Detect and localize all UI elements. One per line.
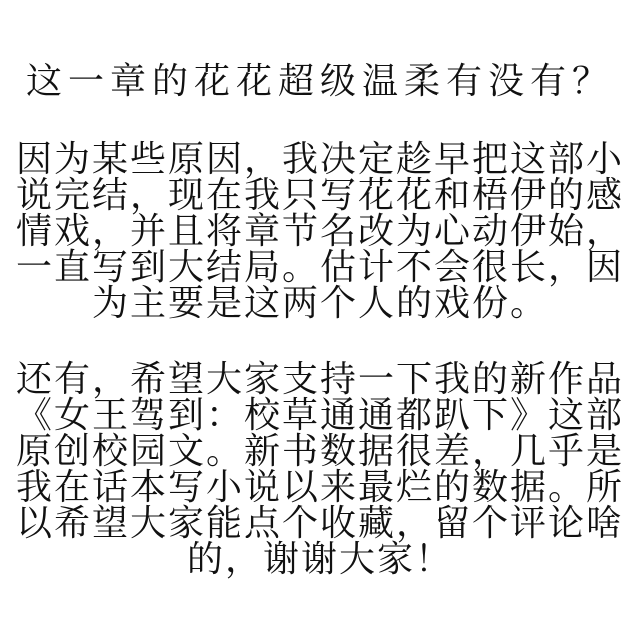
paragraph-2-line: 原创校园文。新书数据很差，几乎是 (15, 431, 624, 472)
paragraph-1-line: 一直写到大结局。估计不会很长，因 (15, 247, 624, 288)
paragraph-1-line: 情戏，并且将章节名改为心动伊始， (15, 211, 624, 252)
paragraph-2-line: 还有，希望大家支持一下我的新作品 (15, 359, 624, 400)
paragraph-2-line: 《女王驾到：校草通通都趴下》这部 (15, 395, 624, 436)
paragraph-1-line: 说完结，现在我只写花花和梧伊的感 (15, 175, 624, 216)
heading: 这一章的花花超级温柔有没有？ (25, 61, 614, 102)
paragraph-2-line: 的，谢谢大家！ (186, 539, 453, 580)
paragraph-2-line: 以希望大家能点个收藏，留个评论啥 (15, 503, 624, 544)
paragraph-1-line: 为主要是这两个人的戏份。 (91, 283, 548, 324)
paragraph-2-line: 我在话本写小说以来最烂的数据。所 (15, 467, 624, 508)
paragraph-1-line: 因为某些原因，我决定趁早把这部小 (15, 139, 624, 180)
